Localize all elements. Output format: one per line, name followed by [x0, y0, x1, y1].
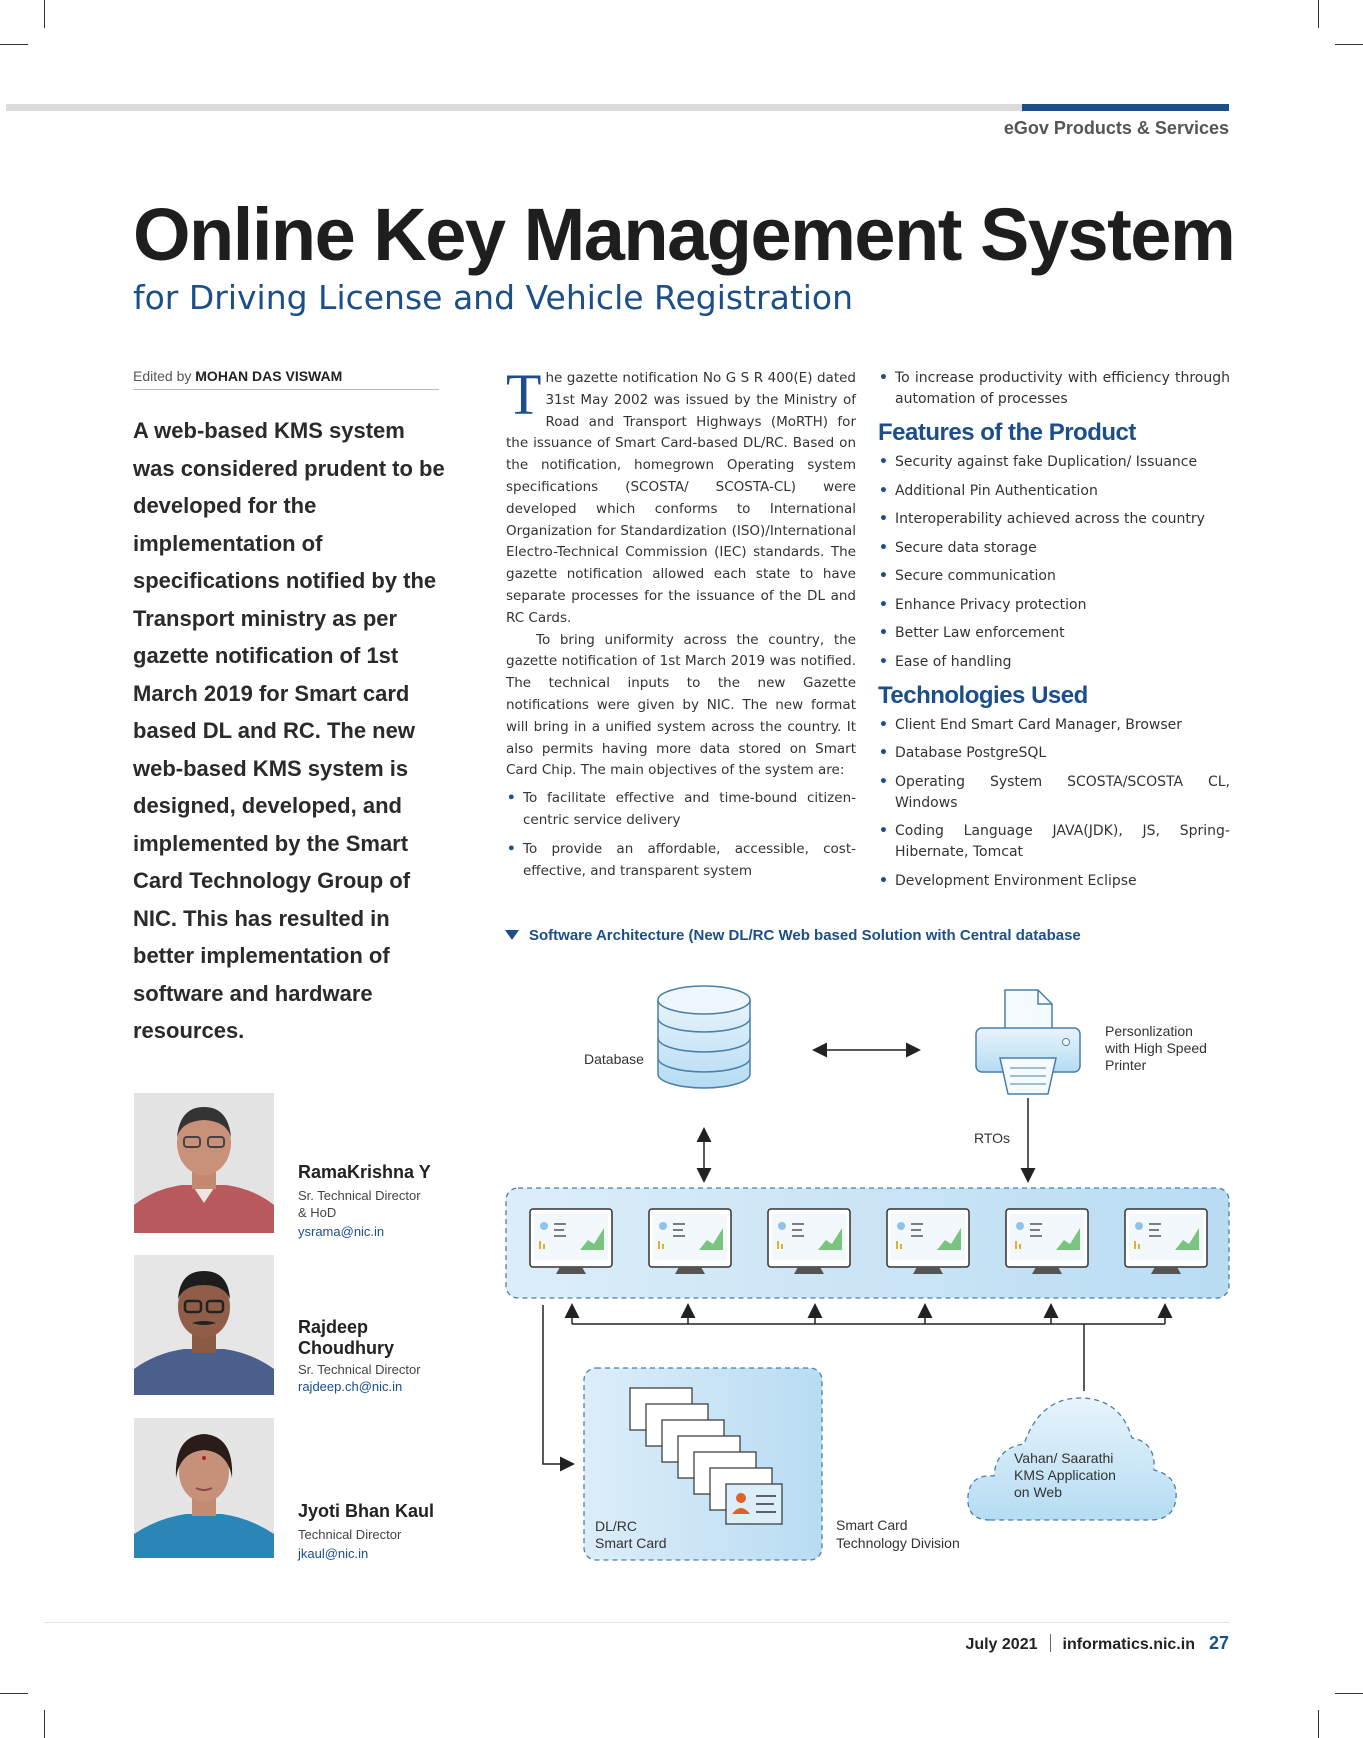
footer-separator	[1050, 1634, 1051, 1652]
feature-item: • Interoperability achieved across the country	[878, 509, 1230, 530]
rtos-label: RTOs	[974, 1130, 1011, 1146]
features-list	[878, 452, 1230, 673]
cloud-label: Vahan/ Saarathi	[1014, 1450, 1114, 1466]
page-footer	[965, 1633, 1229, 1654]
author-name: Choudhury	[298, 1338, 394, 1358]
monitor-icon	[887, 1209, 969, 1274]
author-email[interactable]: jkaul@nic.in	[298, 1546, 369, 1561]
author-name: Rajdeep	[298, 1317, 369, 1337]
dlrc-label: Smart Card	[595, 1535, 667, 1551]
database-icon	[658, 986, 750, 1088]
division-label: Technology Division	[836, 1535, 960, 1551]
printer-label: Personlization	[1105, 1023, 1193, 1039]
footer-rule	[44, 1622, 1230, 1623]
author-name: RamaKrishna Y	[298, 1162, 431, 1182]
drop-cap: T	[506, 362, 542, 427]
architecture-diagram	[500, 978, 1233, 1573]
author-card	[298, 1501, 448, 1562]
author-role: Sr. Technical Director	[298, 1362, 421, 1377]
dlrc-label: DL/RC	[595, 1518, 638, 1534]
feature-item: • Better Law enforcement	[878, 623, 1230, 644]
body-column-2	[506, 362, 856, 889]
author-photo	[134, 1093, 274, 1233]
card-avatar	[736, 1493, 746, 1503]
rto-workstations-group	[506, 1188, 1229, 1298]
feature-item: • Additional Pin Authentication	[878, 481, 1230, 502]
paragraph-2: To bring uniformity across the country, the gazette notification of 1st March 2019 was notified. The technical inputs to the new Gazette notifications were given by NIC. The new format will bring in a unified system across the country. It also permits having more data stored on Smart Card Chip. The main objectives of the system are:	[506, 631, 856, 779]
author-card	[298, 1162, 448, 1240]
author-role: & HoD	[298, 1205, 337, 1220]
feature-item: • Enhance Privacy protection	[878, 595, 1230, 616]
database-label: Database	[584, 1051, 644, 1067]
crop-mark	[44, 0, 45, 28]
paragraph-1	[506, 362, 856, 630]
header-rule-accent	[1022, 104, 1229, 111]
monitor-icon	[768, 1209, 850, 1274]
uplink-arrows	[572, 1306, 1165, 1324]
crop-mark	[1335, 44, 1363, 45]
printer-icon	[976, 990, 1080, 1094]
objective-item: • To facilitate effective and time-bound citizen-centric service delivery	[506, 788, 856, 832]
feature-item: • Secure data storage	[878, 538, 1230, 559]
objective-item: • To increase productivity with efficiency through automation of processes	[878, 368, 1230, 410]
crop-mark	[0, 44, 28, 45]
author-name: Jyoti Bhan Kaul	[298, 1501, 435, 1521]
technologies-heading: Technologies Used	[878, 681, 1088, 709]
intro-pullquote: A web-based KMS system was considered prudent to be developed for the implementation of specifications notified by the Transport ministry as per gazette notification of 1st March 2019 for Smart card based DL and RC. The new web-based KMS system is designed, developed, and implemented by the Smart Card Technology Group of NIC. This has resulted in better implementation of software and hardware resources.	[133, 418, 445, 1043]
feature-item: • Secure communication	[878, 566, 1230, 587]
figure-caption	[505, 927, 1081, 944]
article-title: Online Key Management System	[133, 193, 1235, 276]
author-role: Sr. Technical Director	[298, 1188, 421, 1203]
technology-item: • Database PostgreSQL	[878, 743, 1230, 764]
author-email[interactable]: ysrama@nic.in	[298, 1224, 385, 1239]
technology-item: • Operating System SCOSTA/SCOSTA CL, Windows	[878, 772, 1230, 814]
monitor-icon	[530, 1209, 612, 1274]
features-heading: Features of the Product	[878, 419, 1136, 446]
issue-date: July 2021	[965, 1636, 1038, 1653]
author-photo	[134, 1418, 274, 1558]
monitor-icon	[1125, 1209, 1207, 1274]
figure-caption-text: Software Architecture (New DL/RC Web based Solution with Central database	[529, 927, 1081, 944]
body-column-3	[878, 368, 1230, 899]
author-photo	[134, 1255, 274, 1395]
cloud-label: KMS Application	[1014, 1467, 1116, 1483]
header-rule	[6, 104, 1022, 111]
division-label: Smart Card	[836, 1517, 908, 1533]
cloud-label: on Web	[1014, 1484, 1062, 1500]
article-subtitle: for Driving License and Vehicle Registration	[133, 278, 854, 317]
crop-mark	[44, 1710, 45, 1738]
site-link[interactable]: informatics.nic.in	[1062, 1636, 1195, 1653]
issue-arrow	[543, 1305, 572, 1464]
technology-item: • Development Environment Eclipse	[878, 871, 1230, 892]
author-role: Technical Director	[298, 1527, 402, 1542]
monitor-icon	[1006, 1209, 1088, 1274]
printer-label: with High Speed	[1105, 1040, 1207, 1056]
monitor-icon	[649, 1209, 731, 1274]
page-number: 27	[1208, 1633, 1229, 1653]
crop-mark	[0, 1693, 28, 1694]
crop-mark	[1318, 1710, 1319, 1738]
objectives-list-continued	[878, 368, 1230, 410]
caption-triangle-icon	[505, 930, 519, 940]
section-label: eGov Products & Services	[1003, 118, 1229, 138]
paragraph-1-text: he gazette notification No G S R 400(E) dated 31st May 2002 was issued by the Ministry of Road and Transport Highways (MoRTH) for the issuance of Smart Card-based DL/RC. Based on the notification, homegrown Operating system specifications (SCOSTA/ SCOSTA-CL) were developed which conforms to International Organization for Standardization (ISO)/International Electro-Technical Commission (IEC) standards. The gazette notification allowed each state to have separate processes for the issuance of the DL and RC Cards.	[506, 370, 856, 626]
author-card	[298, 1317, 448, 1395]
editor-name: MOHAN DAS VISWAM	[195, 368, 343, 384]
objectives-list	[506, 788, 856, 882]
printer-label: Printer	[1105, 1057, 1147, 1073]
editor-credit	[133, 368, 439, 390]
technology-item: • Client End Smart Card Manager, Browser	[878, 715, 1230, 736]
technologies-list	[878, 715, 1230, 892]
feature-item: • Security against fake Duplication/ Issuance	[878, 452, 1230, 473]
author-email[interactable]: rajdeep.ch@nic.in	[298, 1379, 403, 1394]
crop-mark	[1318, 0, 1319, 28]
crop-mark	[1335, 1693, 1363, 1694]
objective-item: • To provide an affordable, accessible, cost-effective, and transparent system	[506, 839, 856, 883]
technology-item: • Coding Language JAVA(JDK), JS, Spring-Hibernate, Tomcat	[878, 821, 1230, 863]
feature-item: • Ease of handling	[878, 652, 1230, 673]
edited-prefix: Edited by	[133, 368, 192, 384]
